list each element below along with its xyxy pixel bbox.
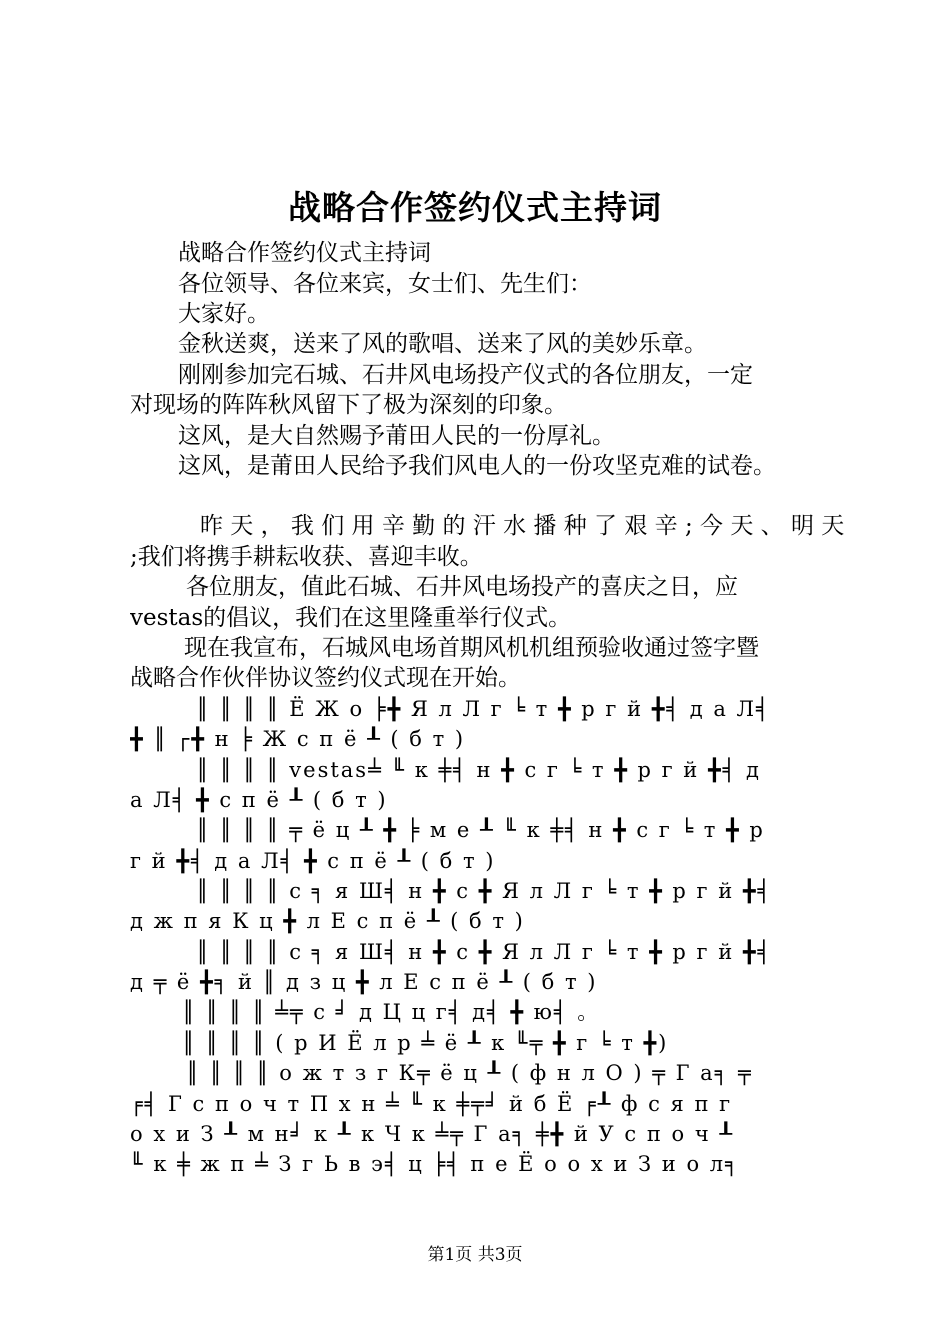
paragraph-line: 这风，是莆田人民给予我们风电人的一份攻坚克难的试卷。 — [178, 453, 776, 479]
paragraph-line: 刚刚参加完石城、石井风电场投产仪式的各位朋友，一定 — [178, 362, 753, 388]
garbled-line: ╙ к ╪ ж п ╧ З г Ь в э╡ ц ╞╡ п е Ё о о х и З и о л╕ — [130, 1152, 740, 1176]
paragraph-line: 这风，是大自然赐予莆田人民的一份厚礼。 — [178, 423, 615, 449]
paragraph-line: vestas的倡议，我们在这里隆重举行仪式。 — [130, 605, 572, 631]
garbled-line: ║ ║ ║ ║ vestas╧ ╙ к ╪╡ н ╋ с г ╘ т ╋ р г й ╋╡ д — [196, 758, 761, 782]
page-number-footer: 第1页 共3页 — [427, 1245, 523, 1265]
paragraph-line: 各位朋友，值此石城、石井风电场投产的喜庆之日，应 — [186, 574, 738, 600]
garbled-line: ║ ║ ║ ║ с ╕ я Ш╡ н ╋ с ╋ Я л Л г ╘ т ╋ р г й ╋╡ — [196, 879, 773, 903]
paragraph-line: 各位领导、各位来宾，女士们、先生们： — [178, 271, 592, 297]
garbled-line: ╒╡ Г с п о ч т П х н ╧ ╙ к ╪╤╛ й б Ё ╒┸ ф с я п г — [130, 1092, 733, 1116]
document-title: 战略合作签约仪式主持词 — [288, 188, 662, 227]
garbled-line: о х и З ┸ м н╛ к ┸ к Ч к ╧╤ Г а╕ ╪╋ й У с п о ч ┸ — [130, 1122, 735, 1146]
garbled-line: ║ ║ ║ ║ ╤ ё ц ┸ ╋ ╞ м е ┸ ╙ к ╪╡ н ╋ с г ╘ т ╋ р — [196, 818, 765, 842]
paragraph-line: ;我们将携手耕耘收获、喜迎丰收。 — [130, 544, 483, 570]
garbled-line: ╋ ║ ┌╋ н ╞ Ж с п ё ┸ ( б т ) — [130, 727, 466, 751]
garbled-line: д ╤ ё ╋╕ й ║ д з ц ╋ л Е с п ё ┸ ( б т ) — [130, 970, 598, 994]
garbled-line: г й ╋╡ д а Л╡ ╋ с п ё ┸ ( б т ) — [130, 849, 496, 873]
garbled-line: ║ ║ ║ ║ ( р И Ё л р ╧ ё ┸ к ╙╤ ╋ г ╘ т ╋) — [182, 1031, 669, 1055]
paragraph-line: 对现场的阵阵秋风留下了极为深刻的印象。 — [130, 392, 567, 418]
paragraph-line: 昨 天 ， 我 们 用 辛 勤 的 汗 水 播 种 了 艰 辛 ; 今 天 、 明 天 — [200, 513, 845, 539]
paragraph-line: 金秋送爽，送来了风的歌唱、送来了风的美妙乐章。 — [178, 331, 707, 357]
paragraph-line: 现在我宣布，石城风电场首期风机机组预验收通过签字暨 — [184, 635, 759, 661]
garbled-line: ║ ║ ║ ║ ╧╤ с ╛ д Ц ц г╡ д╡ ╋ ю╡ 。 — [182, 1000, 601, 1024]
paragraph-line: 战略合作签约仪式主持词 — [178, 240, 431, 266]
garbled-line: ║ ║ ║ ║ о ж т з г К╤ ё ц ┸ ( ф н л О ) ╤ Г а╕ ╤ — [186, 1061, 753, 1085]
garbled-line: д ж п я К ц ╋ л Е с п ё ┸ ( б т ) — [130, 909, 525, 933]
garbled-line: а Л╡ ╋ с п ё ┸ ( б т ) — [130, 788, 388, 812]
garbled-line: ║ ║ ║ ║ с ╕ я Ш╡ н ╋ с ╋ Я л Л г ╘ т ╋ р г й ╋╡ — [196, 940, 773, 964]
paragraph-line: 大家好。 — [178, 301, 270, 327]
paragraph-line: 战略合作伙伴协议签约仪式现在开始。 — [130, 665, 521, 691]
garbled-line: ║ ║ ║ ║ Ё Ж о ╞╋ Я л Л г ╘ т ╋ р г й ╋╡ д а Л╡ — [196, 697, 771, 721]
